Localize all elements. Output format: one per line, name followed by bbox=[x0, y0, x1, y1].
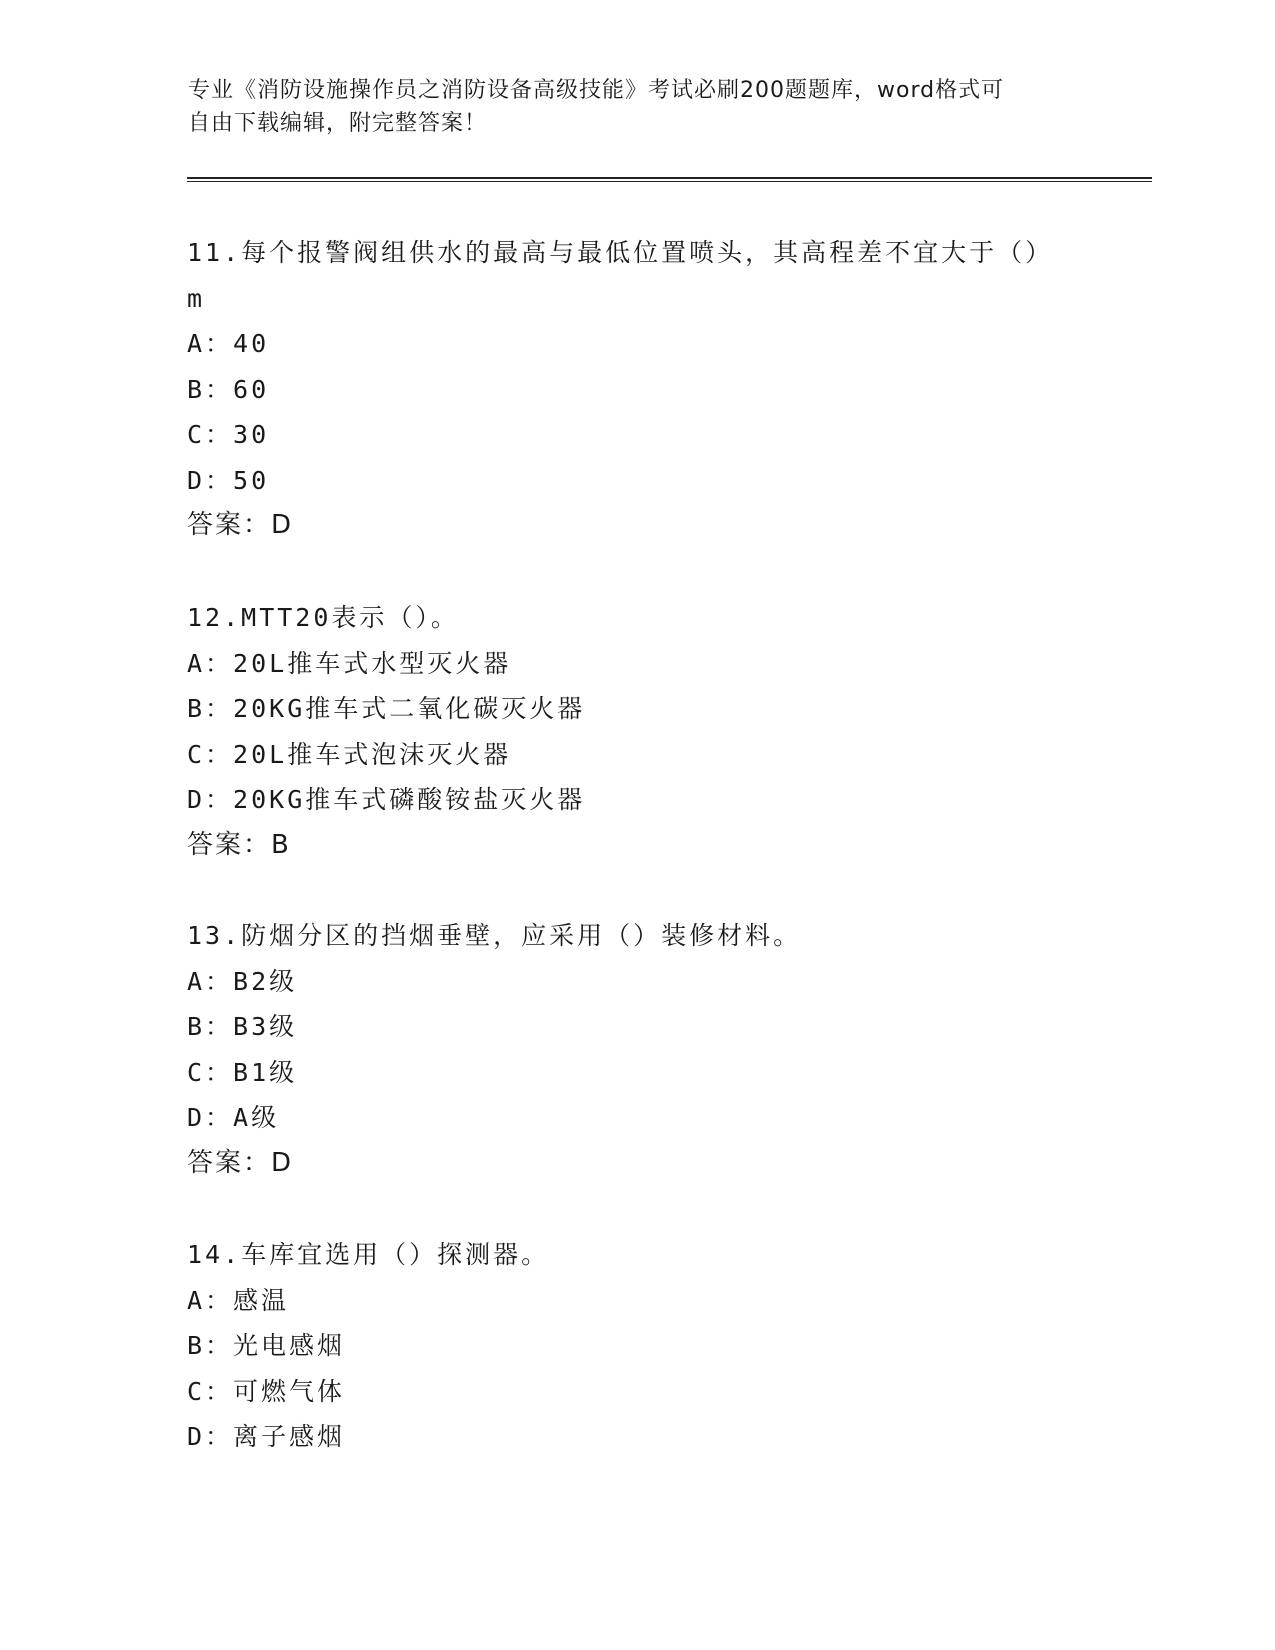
document-header bbox=[188, 74, 1068, 140]
header-divider bbox=[187, 177, 1152, 182]
option-b: B：20KG推车式二氧化碳灭火器 bbox=[187, 694, 586, 723]
option-a: A：40 bbox=[187, 329, 270, 358]
option-a: A：B2级 bbox=[187, 966, 298, 996]
option-c: C：B1级 bbox=[187, 1057, 298, 1087]
question-stem: 11.每个报警阀组供水的最高与最低位置喷头，其高程差不宜大于（） bbox=[187, 238, 1054, 267]
question-14 bbox=[187, 1232, 1087, 1460]
question-12 bbox=[187, 595, 1087, 868]
option-b: B：B3级 bbox=[187, 1012, 298, 1041]
option-d: D：A级 bbox=[187, 1103, 280, 1132]
option-b: B：60 bbox=[187, 374, 270, 404]
option-c: C：可燃气体 bbox=[187, 1376, 346, 1406]
question-stem: 13.防烟分区的挡烟垂壁，应采用（）装修材料。 bbox=[187, 921, 802, 950]
option-a: A：感温 bbox=[187, 1285, 290, 1315]
option-a: A：20L推车式水型灭火器 bbox=[187, 648, 512, 678]
question-13 bbox=[187, 913, 1087, 1186]
answer: 答案：D bbox=[187, 510, 294, 540]
question-stem: 14.车库宜选用（）探测器。 bbox=[187, 1240, 550, 1269]
answer: 答案：D bbox=[187, 1147, 294, 1178]
option-c: C：30 bbox=[187, 420, 270, 449]
header-line-1: 专业《消防设施操作员之消防设备高级技能》考试必刷200题题库，word格式可 bbox=[188, 78, 1005, 103]
option-d: D：离子感烟 bbox=[187, 1422, 346, 1451]
option-b: B：光电感烟 bbox=[187, 1331, 346, 1360]
question-stem-continued: m bbox=[187, 283, 206, 313]
option-d: D：20KG推车式磷酸铵盐灭火器 bbox=[187, 785, 586, 814]
option-d: D：50 bbox=[187, 465, 270, 495]
option-c: C：20L推车式泡沫灭火器 bbox=[187, 739, 512, 769]
answer: 答案：B bbox=[187, 829, 291, 860]
question-11 bbox=[187, 230, 1087, 549]
header-line-2: 自由下载编辑，附完整答案！ bbox=[188, 111, 488, 136]
question-stem: 12.MTT20表示（）。 bbox=[187, 603, 459, 632]
